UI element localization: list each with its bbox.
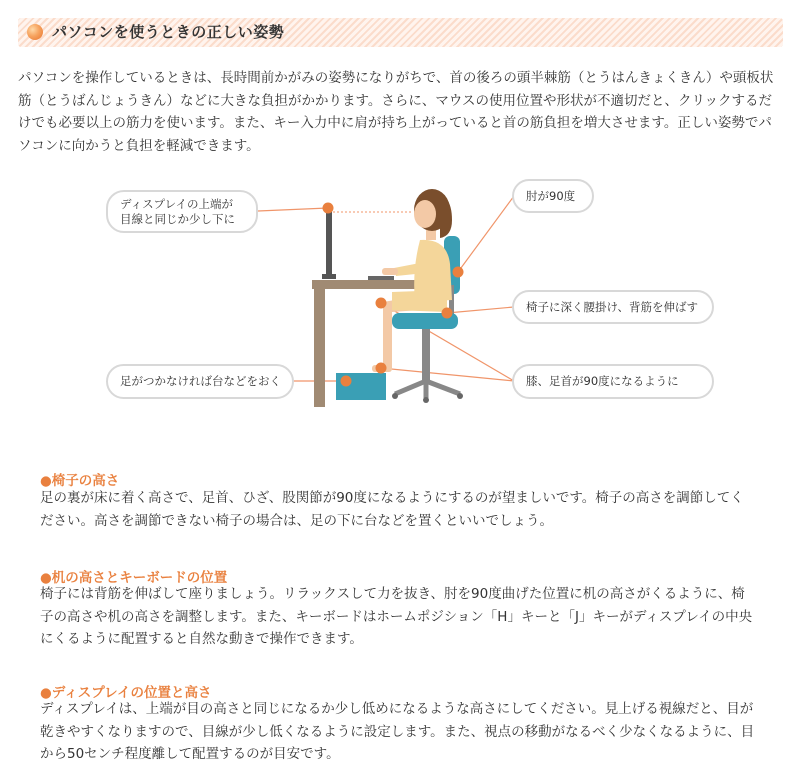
section-body-desk-keyboard: 椅子には背筋を伸ばして座りましょう。リラックスして力を抜き、肘を90度曲げた位置に机の高さがくるように、椅子の高さや机の高さを調整します。また、キーボードはホームポジション「H」キーと「J」キーがディスプレイの中央にくるように配置すると自然な動きで操作できます。 (40, 586, 753, 647)
posture-diagram (0, 160, 791, 430)
page-title: パソコンを使うときの正しい姿勢 (52, 23, 285, 41)
callout-footrest: 足がつかなければ台などをおく (106, 364, 294, 399)
monitor (322, 210, 336, 279)
callout-elbow: 肘が90度 (512, 179, 594, 213)
callout-chair-posture: 椅子に深く腰掛け、背筋を伸ばす (512, 290, 714, 324)
section-body-chair-height: 足の裏が床に着く高さで、足首、ひざ、股関節が90度になるようにするのが望ましいです。椅子の高さを調節してください。高さを調節できない椅子の場合は、足の下に台などを置くといいでしょう。 (40, 490, 744, 529)
callout-knee-ankle: 膝、足首が90度になるように (512, 364, 714, 399)
section-title-display: ●ディスプレイの位置と高さ (40, 685, 212, 701)
keyboard (368, 276, 394, 280)
callout-display-line1: ディスプレイの上端が (120, 196, 234, 211)
intro-paragraph: パソコンを操作しているときは、長時間前かがみの姿勢になりがちで、首の後ろの頭半棘筋（とうはんきょくきん）や頭板状筋（とうばんじょうきん）などに大きな負担がかかります。さらに、マウスの使用位置や形状が不適切だと、クリックするだけでも必要以上の筋力を使います。また、キー入力中に肩が持ち上がっていると首の筋負担を増大させます。正しい姿勢でパソコンに向かうと負担を軽減できます。 (18, 70, 774, 154)
callout-display-line2: 目線と同じか少し下に (120, 211, 235, 226)
callout-display-height (106, 190, 258, 233)
section-title-chair-height: ●椅子の高さ (40, 473, 120, 489)
section-body-display: ディスプレイは、上端が目の高さと同じになるか少し低めになるような高さにしてください。見上げる視線だと、目が乾きやすくなりますので、目線が少し低くなるように設定します。また、視点の移動がなるべく少なくなるように、目から50センチ程度離して配置するのが目安です。 (40, 701, 755, 762)
section-title-desk-keyboard: ●机の高さとキーボードの位置 (40, 570, 228, 586)
orange-bullet-icon (27, 24, 43, 40)
